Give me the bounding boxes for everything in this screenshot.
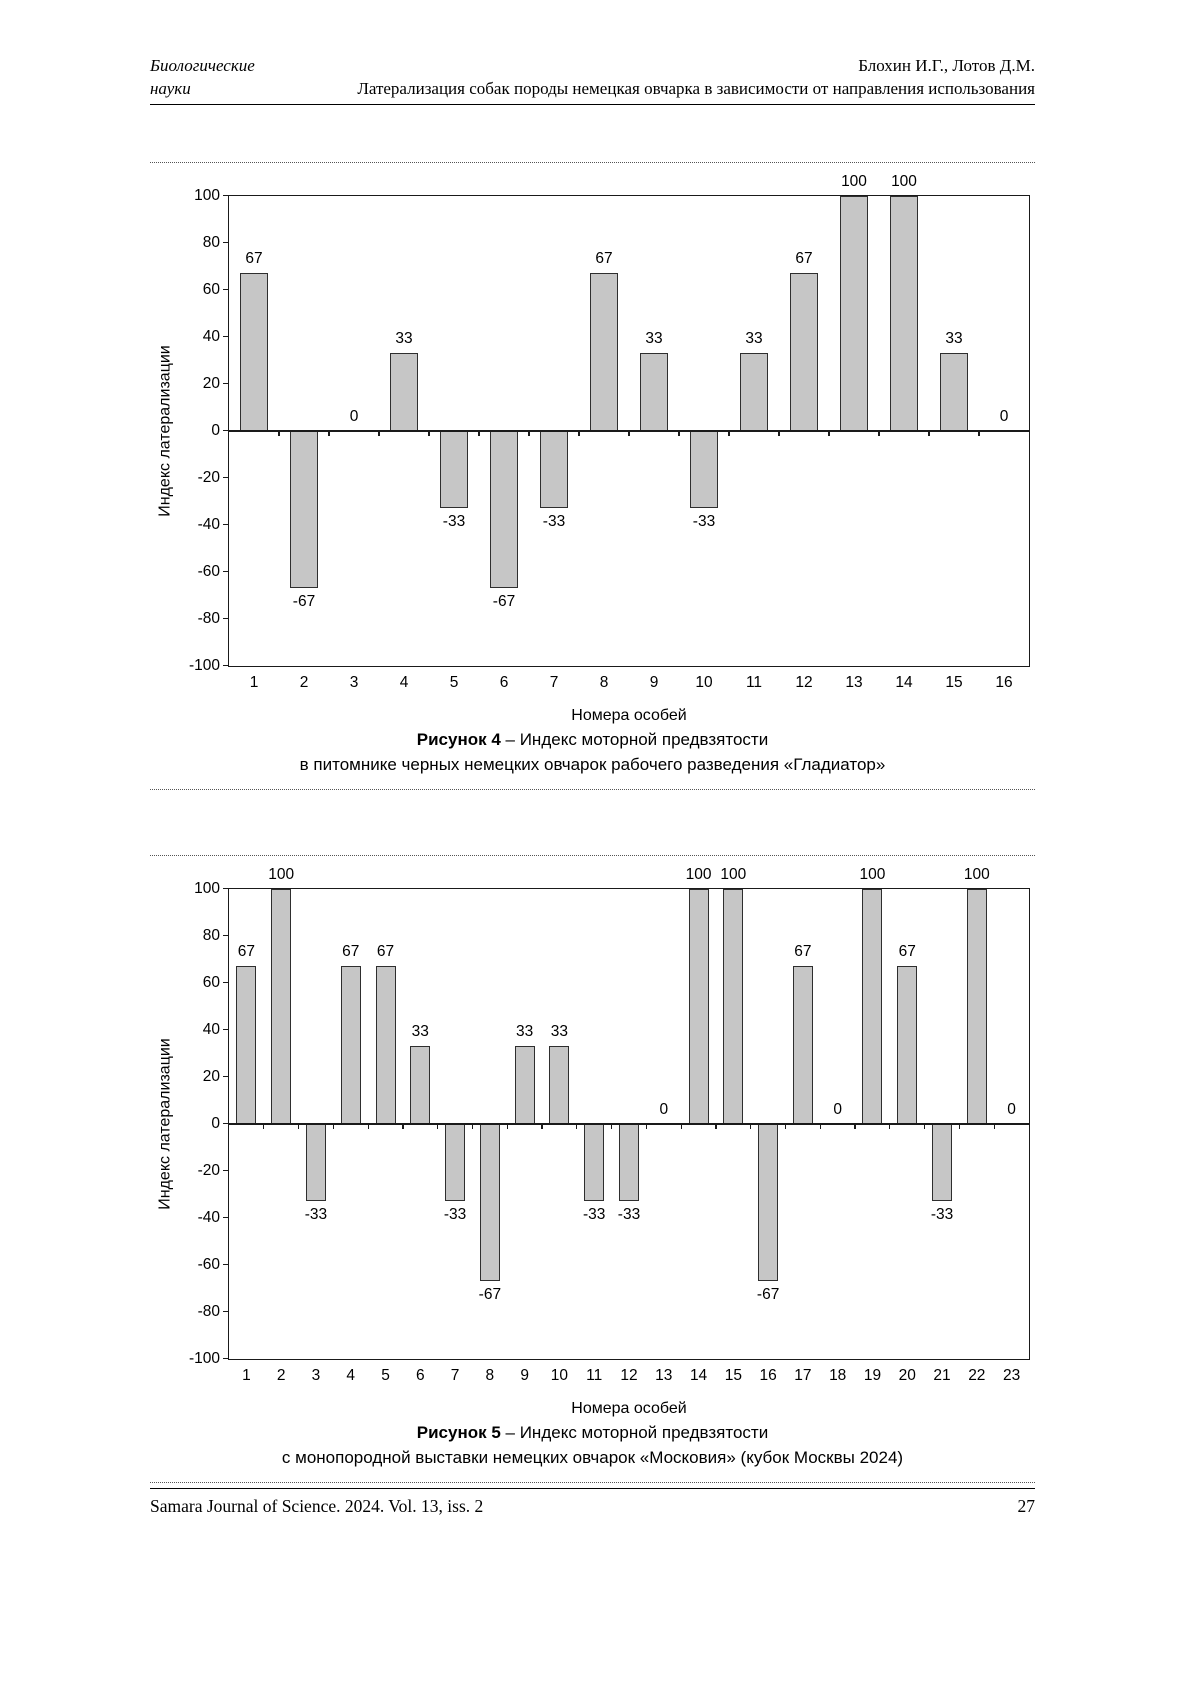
x-axis-tick-label: 13 xyxy=(845,673,863,691)
y-axis-tick-mark xyxy=(223,1029,229,1030)
bar-value-label: 67 xyxy=(376,943,395,961)
x-axis-tick-label: 14 xyxy=(689,1366,708,1384)
category-tick-mark xyxy=(378,431,379,436)
bar xyxy=(790,273,818,430)
category-tick-mark xyxy=(678,431,679,436)
bar-value-label: -33 xyxy=(617,1206,641,1224)
x-axis-tick-label: 16 xyxy=(995,673,1013,691)
category-tick-mark xyxy=(298,1124,299,1129)
y-axis-tick-label: -60 xyxy=(197,1255,220,1273)
y-axis-tick-mark xyxy=(223,383,229,384)
bar xyxy=(590,273,618,430)
y-axis-tick-mark xyxy=(223,1170,229,1171)
category-tick-mark xyxy=(541,1124,542,1129)
y-axis-tick-label: 100 xyxy=(194,879,220,897)
bar xyxy=(584,1124,604,1202)
y-axis-tick-mark xyxy=(223,1358,229,1359)
x-axis-tick-label: 1 xyxy=(249,673,259,691)
bar-value-label: 33 xyxy=(395,330,413,348)
y-axis-tick-mark xyxy=(223,242,229,243)
bar-value-label: 0 xyxy=(1007,1100,1016,1118)
dotted-separator xyxy=(150,789,1035,790)
bar-value-label: 67 xyxy=(795,250,813,268)
caption-line-2: в питомнике черных немецких овчарок рабочего разведения «Гладиатор» xyxy=(299,755,886,775)
figure-4-caption xyxy=(150,727,1035,778)
chart-figure-4 xyxy=(157,172,1028,724)
category-tick-mark xyxy=(333,1124,334,1129)
y-axis-tick-mark xyxy=(223,665,229,666)
y-axis-tick-mark xyxy=(223,195,229,196)
y-axis-tick-label: 20 xyxy=(202,1067,220,1085)
bar xyxy=(390,353,418,431)
y-axis-tick-mark xyxy=(223,289,229,290)
caption-figure-label: Рисунок 4 xyxy=(416,729,501,749)
bar xyxy=(306,1124,326,1202)
x-axis-tick-label: 23 xyxy=(1002,1366,1021,1384)
y-axis-tick-label: 20 xyxy=(202,374,220,392)
category-tick-mark xyxy=(878,431,879,436)
x-axis-tick-label: 2 xyxy=(276,1366,286,1384)
y-axis-tick-label: -80 xyxy=(197,1302,220,1320)
bar-value-label: 67 xyxy=(794,943,812,961)
page-number: 27 xyxy=(1017,1496,1035,1516)
bar-value-label: -67 xyxy=(292,593,316,611)
category-tick-mark xyxy=(994,1124,995,1129)
y-axis-tick-mark xyxy=(223,1217,229,1218)
bar-value-label: 33 xyxy=(945,330,963,348)
category-tick-mark xyxy=(278,431,279,436)
bar-value-label: 100 xyxy=(963,865,990,883)
bar-value-label: -67 xyxy=(478,1286,502,1304)
bar-value-label: 33 xyxy=(745,330,763,348)
page-footer xyxy=(150,1488,1035,1517)
bar-value-label: -67 xyxy=(756,1286,780,1304)
y-axis-tick-label: 60 xyxy=(202,973,220,991)
x-axis-tick-label: 6 xyxy=(499,673,509,691)
x-axis-tick-label: 12 xyxy=(620,1366,638,1384)
x-axis-tick-label: 8 xyxy=(599,673,609,691)
y-axis-tick-mark xyxy=(223,618,229,619)
bar xyxy=(932,1124,952,1202)
bar xyxy=(897,966,917,1123)
bar xyxy=(440,431,468,509)
header-right xyxy=(357,55,1035,101)
bar-value-label: -67 xyxy=(492,593,516,611)
category-tick-mark xyxy=(263,1124,264,1129)
bar-value-label: 100 xyxy=(891,172,917,190)
plot-area xyxy=(157,865,1030,1417)
bar xyxy=(271,889,291,1124)
bar xyxy=(549,1046,569,1124)
category-tick-mark xyxy=(646,1124,647,1129)
bar-value-label: 0 xyxy=(659,1100,669,1118)
bar xyxy=(862,889,882,1124)
category-tick-mark xyxy=(828,431,829,436)
category-tick-mark xyxy=(959,1124,960,1129)
bar xyxy=(640,353,668,431)
y-axis-tick-mark xyxy=(223,982,229,983)
figure-5 xyxy=(150,856,1035,1471)
y-axis-title-text: Индекс латерализации xyxy=(157,1038,174,1210)
bar xyxy=(540,431,568,509)
y-axis-tick-label: 60 xyxy=(202,280,220,298)
bar xyxy=(490,431,518,588)
zero-axis-line xyxy=(229,1123,1029,1124)
x-axis-tick-label: 12 xyxy=(795,673,813,691)
y-axis-tick-label: 40 xyxy=(202,327,220,345)
journal-reference: Samara Journal of Science. 2024. Vol. 13, iss. 2 xyxy=(150,1496,484,1516)
caption-line-1 xyxy=(150,727,1035,753)
y-axis-tick-label: -40 xyxy=(197,515,220,533)
article-title: Латерализация собак породы немецкая овчарка в зависимости от направления использования xyxy=(357,78,1035,98)
y-axis-tick-label: 100 xyxy=(194,186,220,204)
y-axis-tick-label: 80 xyxy=(202,233,220,251)
bar xyxy=(793,966,813,1123)
page-content xyxy=(150,0,1035,1483)
x-axis-tick-label: 10 xyxy=(695,673,713,691)
bar xyxy=(290,431,318,588)
x-axis-tick-label: 1 xyxy=(242,1366,251,1384)
x-axis-tick-label: 5 xyxy=(449,673,459,691)
section-rubric xyxy=(150,55,255,101)
bar-value-label: 33 xyxy=(550,1023,569,1041)
bar-value-label: 67 xyxy=(342,943,360,961)
x-axis-tick-label: 20 xyxy=(898,1366,916,1384)
y-axis-title xyxy=(157,889,175,1359)
y-axis-tick-mark xyxy=(223,571,229,572)
x-axis-tick-label: 2 xyxy=(299,673,309,691)
y-axis-tick-label: 0 xyxy=(211,1114,220,1132)
bar xyxy=(690,431,718,509)
bar-value-label: 33 xyxy=(516,1023,534,1041)
bar-value-label: 67 xyxy=(237,943,256,961)
bar xyxy=(967,889,987,1124)
y-axis-tick-mark xyxy=(223,336,229,337)
category-tick-mark xyxy=(924,1124,925,1129)
category-tick-mark xyxy=(750,1124,751,1129)
rubric-line-1: Биологические xyxy=(150,56,255,75)
x-axis-tick-label: 4 xyxy=(346,1366,356,1384)
category-tick-mark xyxy=(576,1124,577,1129)
category-tick-mark xyxy=(820,1124,821,1129)
figure-4 xyxy=(150,163,1035,778)
y-axis-tick-mark xyxy=(223,1311,229,1312)
bar-value-label: 100 xyxy=(685,865,712,883)
bar xyxy=(445,1124,465,1202)
bar-value-label: -33 xyxy=(304,1206,328,1224)
x-axis-tick-label: 19 xyxy=(863,1366,882,1384)
y-axis-tick-label: -20 xyxy=(197,1161,220,1179)
bar-value-label: 0 xyxy=(349,407,359,425)
x-axis-tick-label: 13 xyxy=(655,1366,673,1384)
bar xyxy=(940,353,968,431)
bar-value-label: 67 xyxy=(245,250,263,268)
authors: Блохин И.Г., Лотов Д.М. xyxy=(858,56,1035,75)
y-axis-title xyxy=(157,196,175,666)
rubric-line-2: науки xyxy=(150,78,191,98)
caption-text: – Индекс моторной предвзятости xyxy=(500,1422,769,1442)
x-axis-tick-label: 15 xyxy=(945,673,963,691)
category-tick-mark xyxy=(681,1124,682,1129)
bar xyxy=(480,1124,500,1281)
plot-area xyxy=(157,172,1030,724)
caption-text: – Индекс моторной предвзятости xyxy=(500,729,769,749)
bar xyxy=(410,1046,430,1124)
y-axis-tick-label: 80 xyxy=(202,926,220,944)
bar xyxy=(740,353,768,431)
bar xyxy=(515,1046,535,1124)
page-header xyxy=(150,0,1035,105)
bar-value-label: 100 xyxy=(268,865,295,883)
category-tick-mark xyxy=(854,1124,855,1129)
y-axis-tick-label: -20 xyxy=(197,468,220,486)
bar-value-label: 67 xyxy=(898,943,916,961)
x-axis-tick-label: 7 xyxy=(450,1366,460,1384)
category-tick-mark xyxy=(611,1124,612,1129)
x-axis-tick-label: 10 xyxy=(550,1366,569,1384)
x-axis-tick-label: 3 xyxy=(349,673,359,691)
bar xyxy=(341,966,361,1123)
dotted-separator xyxy=(150,1482,1035,1483)
y-axis-tick-mark xyxy=(223,1076,229,1077)
bar xyxy=(840,196,868,431)
category-tick-mark xyxy=(978,431,979,436)
category-tick-mark xyxy=(478,431,479,436)
chart-figure-5 xyxy=(157,865,1028,1417)
x-axis-tick-label: 11 xyxy=(586,1366,603,1384)
category-tick-mark xyxy=(328,431,329,436)
bar xyxy=(723,889,743,1124)
category-tick-mark xyxy=(528,431,529,436)
category-tick-mark xyxy=(472,1124,473,1129)
x-axis-tick-label: 7 xyxy=(549,673,559,691)
category-tick-mark xyxy=(889,1124,890,1129)
x-axis-tick-label: 16 xyxy=(759,1366,777,1384)
bar-value-label: 33 xyxy=(645,330,663,348)
category-tick-mark xyxy=(437,1124,438,1129)
y-axis-tick-mark xyxy=(223,1264,229,1265)
caption-figure-label: Рисунок 5 xyxy=(416,1422,501,1442)
bar-value-label: -33 xyxy=(442,513,466,531)
category-tick-mark xyxy=(715,1124,716,1129)
x-axis-tick-label: 21 xyxy=(933,1366,951,1384)
y-axis-tick-label: -40 xyxy=(197,1208,220,1226)
x-axis-tick-label: 9 xyxy=(649,673,659,691)
bar-value-label: 0 xyxy=(833,1100,842,1118)
x-axis-tick-label: 8 xyxy=(485,1366,495,1384)
category-tick-mark xyxy=(778,431,779,436)
y-axis-tick-label: -100 xyxy=(188,1349,220,1367)
bar-value-label: -33 xyxy=(583,1206,606,1224)
x-axis-tick-label: 6 xyxy=(415,1366,425,1384)
x-axis-tick-label: 11 xyxy=(745,673,763,691)
category-tick-mark xyxy=(928,431,929,436)
caption-line-2: с монопородной выставки немецких овчарок «Московия» (кубок Москвы 2024) xyxy=(281,1448,904,1468)
category-tick-mark xyxy=(785,1124,786,1129)
bar-value-label: 0 xyxy=(999,407,1009,425)
category-tick-mark xyxy=(728,431,729,436)
y-axis-tick-mark xyxy=(223,477,229,478)
bar-value-label: -33 xyxy=(542,513,566,531)
bar-value-label: 100 xyxy=(841,172,867,190)
x-axis-tick-label: 3 xyxy=(311,1366,321,1384)
bar-value-label: 100 xyxy=(859,865,886,883)
x-axis-title: Номера особей xyxy=(571,706,687,724)
category-tick-mark xyxy=(507,1124,508,1129)
category-tick-mark xyxy=(402,1124,403,1129)
category-tick-mark xyxy=(428,431,429,436)
y-axis-tick-label: 0 xyxy=(211,421,220,439)
figure-5-caption xyxy=(150,1420,1035,1471)
y-axis-tick-label: -100 xyxy=(188,656,220,674)
y-axis-tick-label: -60 xyxy=(197,562,220,580)
x-axis-tick-label: 15 xyxy=(724,1366,742,1384)
category-tick-mark xyxy=(368,1124,369,1129)
caption-line-1 xyxy=(150,1420,1035,1446)
y-axis-tick-mark xyxy=(223,935,229,936)
y-axis-tick-mark xyxy=(223,524,229,525)
category-tick-mark xyxy=(628,431,629,436)
x-axis-tick-label: 18 xyxy=(829,1366,847,1384)
bar xyxy=(689,889,709,1124)
bar xyxy=(376,966,396,1123)
bar-value-label: -33 xyxy=(692,513,716,531)
y-axis-tick-label: -80 xyxy=(197,609,220,627)
bar-value-label: -33 xyxy=(443,1206,467,1224)
bar-value-label: -33 xyxy=(930,1206,954,1224)
bar xyxy=(619,1124,639,1202)
bar-value-label: 100 xyxy=(720,865,747,883)
x-axis-tick-label: 17 xyxy=(794,1366,812,1384)
bar-value-label: 67 xyxy=(595,250,613,268)
y-axis-tick-label: 40 xyxy=(202,1020,220,1038)
y-axis-tick-mark xyxy=(223,888,229,889)
category-tick-mark xyxy=(578,431,579,436)
x-axis-tick-label: 4 xyxy=(399,673,409,691)
x-axis-tick-label: 5 xyxy=(381,1366,390,1384)
x-axis-tick-label: 14 xyxy=(895,673,913,691)
x-axis-title: Номера особей xyxy=(571,1399,687,1417)
bar xyxy=(890,196,918,431)
x-axis-tick-label: 9 xyxy=(520,1366,529,1384)
bar-value-label: 33 xyxy=(411,1023,429,1041)
bar xyxy=(236,966,256,1123)
bar xyxy=(758,1124,778,1281)
x-axis-tick-label: 22 xyxy=(968,1366,986,1384)
bar xyxy=(240,273,268,430)
y-axis-title-text: Индекс латерализации xyxy=(157,345,174,517)
